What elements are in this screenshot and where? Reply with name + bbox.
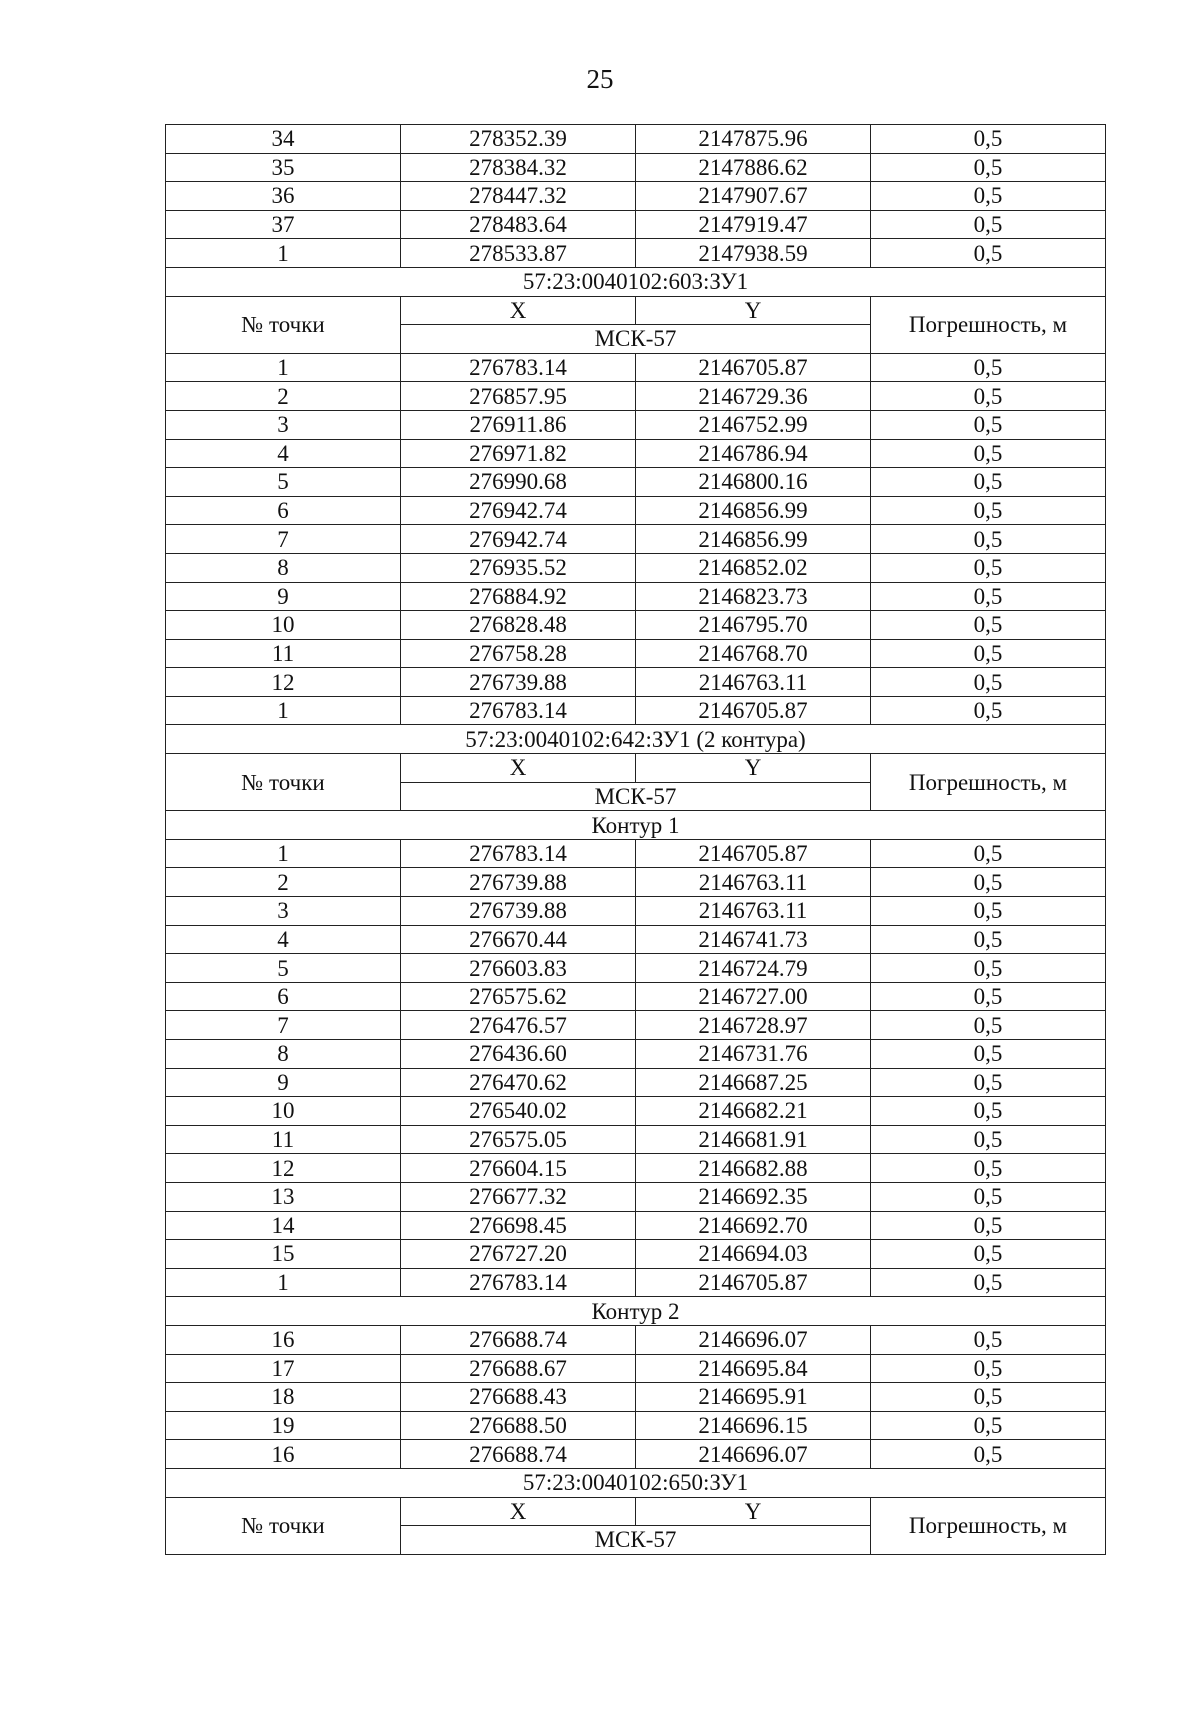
point-number-cell: 18 [166,1383,401,1412]
error-cell: 0,5 [871,1268,1106,1297]
y-coordinate-cell: 2147907.67 [636,182,871,211]
x-coordinate-cell: 278533.87 [401,239,636,268]
error-header: Погрешность, м [871,1497,1106,1554]
point-number-cell: 13 [166,1182,401,1211]
point-number-cell: 34 [166,125,401,154]
y-coordinate-cell: 2146692.35 [636,1182,871,1211]
y-coordinate-cell: 2146823.73 [636,582,871,611]
y-coordinate-cell: 2146696.15 [636,1411,871,1440]
table-row [166,1040,1106,1069]
point-number-cell: 35 [166,153,401,182]
y-coordinate-cell: 2146729.36 [636,382,871,411]
point-number-cell: 4 [166,925,401,954]
point-number-header: № точки [166,296,401,353]
table-row [166,611,1106,640]
table-row [166,153,1106,182]
error-cell: 0,5 [871,410,1106,439]
coordinates-table [165,124,1106,1555]
error-cell: 0,5 [871,1411,1106,1440]
y-coordinate-cell: 2146763.11 [636,668,871,697]
x-coordinate-cell: 276942.74 [401,525,636,554]
table-row [166,1240,1106,1269]
table-row [166,639,1106,668]
y-coordinate-cell: 2146752.99 [636,410,871,439]
y-coordinate-cell: 2146705.87 [636,696,871,725]
parcel-title-row [166,267,1106,296]
parcel-title: 57:23:0040102:642:ЗУ1 (2 контура) [166,725,1106,754]
point-number-cell: 1 [166,239,401,268]
x-header: X [401,754,636,783]
table-row [166,582,1106,611]
point-number-cell: 1 [166,353,401,382]
table-row [166,925,1106,954]
error-cell: 0,5 [871,954,1106,983]
table-row [166,1011,1106,1040]
table-row [166,1268,1106,1297]
point-number-cell: 7 [166,1011,401,1040]
point-number-cell: 5 [166,468,401,497]
header-row [166,1497,1106,1526]
point-number-cell: 16 [166,1440,401,1469]
table-row [166,1154,1106,1183]
x-coordinate-cell: 276476.57 [401,1011,636,1040]
x-coordinate-cell: 276604.15 [401,1154,636,1183]
error-cell: 0,5 [871,1383,1106,1412]
x-coordinate-cell: 276884.92 [401,582,636,611]
table-row [166,1383,1106,1412]
y-coordinate-cell: 2146696.07 [636,1440,871,1469]
table-row [166,696,1106,725]
y-coordinate-cell: 2146795.70 [636,611,871,640]
x-coordinate-cell: 276677.32 [401,1182,636,1211]
table-row [166,182,1106,211]
y-coordinate-cell: 2146768.70 [636,639,871,668]
point-number-cell: 3 [166,897,401,926]
x-coordinate-cell: 276783.14 [401,839,636,868]
coordinate-system-header: МСК-57 [401,325,871,354]
y-header: Y [636,296,871,325]
y-coordinate-cell: 2146763.11 [636,868,871,897]
point-number-cell: 4 [166,439,401,468]
error-cell: 0,5 [871,696,1106,725]
y-coordinate-cell: 2146682.88 [636,1154,871,1183]
y-coordinate-cell: 2146695.84 [636,1354,871,1383]
point-number-cell: 9 [166,1068,401,1097]
table-row [166,439,1106,468]
y-coordinate-cell: 2146705.87 [636,353,871,382]
table-row [166,1354,1106,1383]
table-row [166,897,1106,926]
point-number-cell: 6 [166,496,401,525]
error-cell: 0,5 [871,153,1106,182]
y-coordinate-cell: 2146763.11 [636,897,871,926]
x-coordinate-cell: 276828.48 [401,611,636,640]
x-coordinate-cell: 276971.82 [401,439,636,468]
error-cell: 0,5 [871,611,1106,640]
point-number-cell: 9 [166,582,401,611]
table-row [166,410,1106,439]
x-coordinate-cell: 276739.88 [401,897,636,926]
point-number-cell: 6 [166,982,401,1011]
error-cell: 0,5 [871,1325,1106,1354]
y-coordinate-cell: 2146682.21 [636,1097,871,1126]
parcel-title: 57:23:0040102:650:ЗУ1 [166,1468,1106,1497]
error-header: Погрешность, м [871,754,1106,811]
y-coordinate-cell: 2146852.02 [636,553,871,582]
point-number-cell: 10 [166,1097,401,1126]
parcel-title-row [166,1468,1106,1497]
point-number-cell: 5 [166,954,401,983]
point-number-cell: 11 [166,1125,401,1154]
error-cell: 0,5 [871,353,1106,382]
point-number-cell: 12 [166,668,401,697]
point-number-cell: 3 [166,410,401,439]
x-coordinate-cell: 276783.14 [401,696,636,725]
x-coordinate-cell: 276688.74 [401,1325,636,1354]
error-cell: 0,5 [871,1097,1106,1126]
parcel-title: 57:23:0040102:603:ЗУ1 [166,267,1106,296]
x-coordinate-cell: 276670.44 [401,925,636,954]
x-header: X [401,1497,636,1526]
point-number-cell: 7 [166,525,401,554]
error-cell: 0,5 [871,1068,1106,1097]
table-row [166,125,1106,154]
x-coordinate-cell: 276688.67 [401,1354,636,1383]
y-coordinate-cell: 2146856.99 [636,525,871,554]
y-header: Y [636,754,871,783]
point-number-cell: 12 [166,1154,401,1183]
error-cell: 0,5 [871,1211,1106,1240]
contour-title-row [166,1297,1106,1326]
x-coordinate-cell: 278447.32 [401,182,636,211]
x-coordinate-cell: 276727.20 [401,1240,636,1269]
point-number-cell: 15 [166,1240,401,1269]
error-cell: 0,5 [871,1125,1106,1154]
coordinates-table-body [166,125,1106,1555]
x-coordinate-cell: 276688.74 [401,1440,636,1469]
table-row [166,1068,1106,1097]
y-coordinate-cell: 2147938.59 [636,239,871,268]
x-coordinate-cell: 276739.88 [401,868,636,897]
error-cell: 0,5 [871,553,1106,582]
x-coordinate-cell: 276470.62 [401,1068,636,1097]
table-row [166,839,1106,868]
y-coordinate-cell: 2146681.91 [636,1125,871,1154]
error-cell: 0,5 [871,468,1106,497]
error-cell: 0,5 [871,382,1106,411]
error-cell: 0,5 [871,1011,1106,1040]
error-cell: 0,5 [871,639,1106,668]
error-cell: 0,5 [871,1040,1106,1069]
table-row [166,982,1106,1011]
table-row [166,1182,1106,1211]
point-number-cell: 1 [166,696,401,725]
error-cell: 0,5 [871,1354,1106,1383]
point-number-cell: 11 [166,639,401,668]
error-cell: 0,5 [871,839,1106,868]
error-cell: 0,5 [871,210,1106,239]
x-coordinate-cell: 276911.86 [401,410,636,439]
y-coordinate-cell: 2146724.79 [636,954,871,983]
x-coordinate-cell: 276575.05 [401,1125,636,1154]
y-header: Y [636,1497,871,1526]
point-number-cell: 8 [166,553,401,582]
y-coordinate-cell: 2146741.73 [636,925,871,954]
point-number-cell: 36 [166,182,401,211]
coordinate-system-header: МСК-57 [401,1526,871,1555]
y-coordinate-cell: 2146692.70 [636,1211,871,1240]
y-coordinate-cell: 2146727.00 [636,982,871,1011]
point-number-cell: 14 [166,1211,401,1240]
error-cell: 0,5 [871,668,1106,697]
x-coordinate-cell: 276758.28 [401,639,636,668]
x-coordinate-cell: 278352.39 [401,125,636,154]
error-cell: 0,5 [871,1440,1106,1469]
x-coordinate-cell: 276783.14 [401,353,636,382]
x-coordinate-cell: 276935.52 [401,553,636,582]
y-coordinate-cell: 2147886.62 [636,153,871,182]
error-cell: 0,5 [871,1240,1106,1269]
error-cell: 0,5 [871,925,1106,954]
y-coordinate-cell: 2146728.97 [636,1011,871,1040]
y-coordinate-cell: 2146694.03 [636,1240,871,1269]
y-coordinate-cell: 2147919.47 [636,210,871,239]
contour-title-row [166,811,1106,840]
x-coordinate-cell: 276698.45 [401,1211,636,1240]
point-number-cell: 17 [166,1354,401,1383]
y-coordinate-cell: 2146856.99 [636,496,871,525]
x-coordinate-cell: 276783.14 [401,1268,636,1297]
x-coordinate-cell: 276575.62 [401,982,636,1011]
table-row [166,1440,1106,1469]
y-coordinate-cell: 2146786.94 [636,439,871,468]
table-row [166,1411,1106,1440]
y-coordinate-cell: 2146705.87 [636,1268,871,1297]
error-cell: 0,5 [871,439,1106,468]
point-number-cell: 2 [166,868,401,897]
point-number-cell: 37 [166,210,401,239]
table-row [166,1097,1106,1126]
error-cell: 0,5 [871,868,1106,897]
table-row [166,382,1106,411]
table-row [166,1325,1106,1354]
table-row [166,353,1106,382]
y-coordinate-cell: 2146687.25 [636,1068,871,1097]
y-coordinate-cell: 2146695.91 [636,1383,871,1412]
table-row [166,1211,1106,1240]
point-number-header: № точки [166,754,401,811]
error-cell: 0,5 [871,582,1106,611]
x-coordinate-cell: 276436.60 [401,1040,636,1069]
table-row [166,954,1106,983]
point-number-header: № точки [166,1497,401,1554]
point-number-cell: 16 [166,1325,401,1354]
table-row [166,668,1106,697]
table-row [166,468,1106,497]
parcel-title-row [166,725,1106,754]
page-number: 25 [586,64,614,94]
table-row [166,210,1106,239]
y-coordinate-cell: 2146731.76 [636,1040,871,1069]
error-cell: 0,5 [871,1154,1106,1183]
point-number-cell: 19 [166,1411,401,1440]
error-header: Погрешность, м [871,296,1106,353]
point-number-cell: 8 [166,1040,401,1069]
coordinate-system-header: МСК-57 [401,782,871,811]
y-coordinate-cell: 2146696.07 [636,1325,871,1354]
x-coordinate-cell: 276857.95 [401,382,636,411]
x-coordinate-cell: 276603.83 [401,954,636,983]
error-cell: 0,5 [871,982,1106,1011]
contour-title: Контур 1 [166,811,1106,840]
error-cell: 0,5 [871,1182,1106,1211]
table-row [166,1125,1106,1154]
point-number-cell: 1 [166,1268,401,1297]
x-coordinate-cell: 278483.64 [401,210,636,239]
error-cell: 0,5 [871,182,1106,211]
error-cell: 0,5 [871,125,1106,154]
contour-title: Контур 2 [166,1297,1106,1326]
x-coordinate-cell: 276688.50 [401,1411,636,1440]
header-row [166,754,1106,783]
table-row [166,496,1106,525]
error-cell: 0,5 [871,525,1106,554]
y-coordinate-cell: 2146800.16 [636,468,871,497]
table-row [166,239,1106,268]
point-number-cell: 2 [166,382,401,411]
header-row [166,296,1106,325]
point-number-cell: 1 [166,839,401,868]
point-number-cell: 10 [166,611,401,640]
x-coordinate-cell: 276688.43 [401,1383,636,1412]
x-coordinate-cell: 278384.32 [401,153,636,182]
table-row [166,525,1106,554]
y-coordinate-cell: 2147875.96 [636,125,871,154]
table-row [166,553,1106,582]
error-cell: 0,5 [871,239,1106,268]
error-cell: 0,5 [871,496,1106,525]
x-coordinate-cell: 276540.02 [401,1097,636,1126]
x-coordinate-cell: 276739.88 [401,668,636,697]
x-header: X [401,296,636,325]
x-coordinate-cell: 276990.68 [401,468,636,497]
table-row [166,868,1106,897]
x-coordinate-cell: 276942.74 [401,496,636,525]
y-coordinate-cell: 2146705.87 [636,839,871,868]
error-cell: 0,5 [871,897,1106,926]
